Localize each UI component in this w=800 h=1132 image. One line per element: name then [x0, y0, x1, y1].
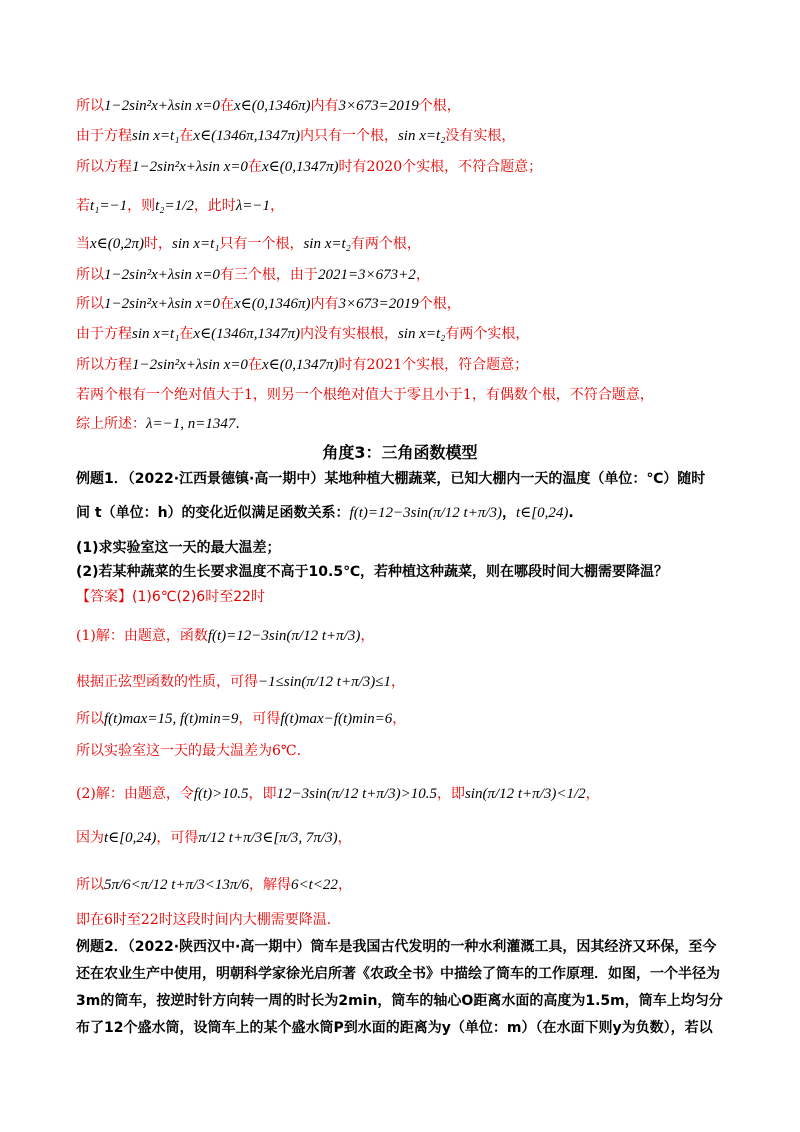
- text: 由于方程: [76, 128, 132, 144]
- math-expression: 3×673=2019: [338, 98, 419, 114]
- solution-line: 即在6时至22时这段时间内大棚需要降温.: [76, 912, 332, 928]
- text: 内有: [310, 296, 339, 312]
- text: 内没有实根根，: [299, 326, 398, 342]
- solution-line: [76, 626, 374, 646]
- solution-line: [76, 828, 352, 848]
- math-expression: sin x=t₂: [397, 326, 446, 342]
- text: 所以: [76, 711, 104, 727]
- math-expression: x∈(0,2π): [90, 236, 145, 252]
- text: 若: [76, 198, 90, 214]
- math-expression: 1−2sin²x+λsin x=0: [104, 267, 220, 283]
- math-expression: x∈(1346π,1347π): [193, 326, 300, 342]
- text: ，: [415, 267, 430, 283]
- math-expression: π/12 t+π/3∈[π/3, 7π/3): [198, 830, 338, 846]
- math-expression: t∈[0,24): [104, 830, 157, 846]
- text: ，可得: [238, 711, 281, 727]
- math-expression: 12−3sin(π/12 t+π/3)>10.5: [276, 786, 437, 802]
- text: 内只有一个根，: [299, 128, 398, 144]
- text: 当: [76, 236, 90, 252]
- text: .: [235, 416, 240, 432]
- question-1: (1)求实验室这一天的最大温差；: [76, 540, 281, 556]
- section-heading: 角度3：三角函数模型: [322, 443, 478, 462]
- math-expression: x∈(0,1346π): [233, 98, 311, 114]
- example-2-prompt: [76, 934, 726, 1042]
- text: 所以: [76, 877, 104, 893]
- math-expression: t∈[0,24): [516, 505, 569, 521]
- text: 因为: [76, 830, 104, 846]
- text: 没有实根，: [445, 128, 516, 144]
- text: 个根，: [418, 98, 461, 114]
- math-expression: t₂=1/2: [155, 198, 194, 214]
- math-expression: 6<t<22: [291, 877, 338, 893]
- math-expression: sin(π/12 t+π/3)<1/2: [464, 786, 586, 802]
- text: 所以方程: [76, 357, 132, 373]
- question-2: (2)若某种蔬菜的生长要求温度不高于10.5℃，若种植这种蔬菜，则在哪段时间大棚需要降温？: [76, 564, 669, 580]
- math-expression: sin x=t₂: [397, 128, 446, 144]
- math-expression: f(t)max=15, f(t)min=9: [104, 711, 239, 727]
- text: 有两个根，: [350, 236, 421, 252]
- text: ，可得: [156, 830, 199, 846]
- math-expression: sin x=t₁: [132, 128, 180, 144]
- text: ，: [392, 711, 407, 727]
- text: 个根，: [418, 296, 461, 312]
- math-expression: 2021=3×673+2: [317, 267, 416, 283]
- text: ，: [337, 830, 352, 846]
- text: 综上所述：: [76, 416, 146, 432]
- math-expression: 3×673=2019: [338, 296, 419, 312]
- text: ，: [337, 877, 352, 893]
- solution-line: [76, 385, 654, 405]
- text: 只有一个根，: [219, 236, 304, 252]
- math-expression: sin x=t₁: [132, 326, 180, 342]
- example-label: 例题1．: [76, 471, 128, 487]
- text: (2)解：由题意，令: [76, 786, 194, 802]
- solution-line: [76, 265, 430, 285]
- text: 时有2020个实根，不符合题意；: [338, 159, 543, 175]
- solution-line: [76, 672, 405, 692]
- text: ，即: [248, 786, 277, 802]
- text: ，: [270, 198, 285, 214]
- text: 根据正弦型函数的性质，可得: [76, 674, 258, 690]
- text: 在: [179, 128, 194, 144]
- math-expression: 1−2sin²x+λsin x=0: [132, 159, 248, 175]
- example-text: （2022·陕西汉中·高一期中）筒车是我国古代发明的一种水利灌溉工具，因其经济又环保，至今还在农业生产中使用，明朝科学家徐光启所著《农政全书》中描绘了筒车的工作原理．如图，一个半径为3m的筒车，按逆时针方向转一周的时长为2min，筒车的轴心O距离水面的高度为1.5m，筒车上均匀分布了12个盛水筒，设筒车上的某个盛水筒P到水面的距离为y（单位：m）（在水面下则y为负数），若以: [76, 939, 723, 1036]
- answer-line: [76, 587, 265, 607]
- math-expression: t₁=−1: [90, 198, 128, 214]
- math-expression: −1≤sin(π/12 t+π/3)≤1: [258, 674, 391, 690]
- solution-line: [76, 196, 284, 216]
- solution-line: 所以实验室这一天的最大温差为6℃.: [76, 743, 302, 759]
- math-expression: 1−2sin²x+λsin x=0: [104, 296, 220, 312]
- math-expression: x∈(0,1347π): [261, 357, 339, 373]
- math-expression: f(t)=12−3sin(π/12 t+π/3): [207, 628, 361, 644]
- text: 所以: [76, 296, 104, 312]
- example-1-prompt-line2: 间 t（单位：h）的变化近似满足函数关系：f(t)=12−3sin(π/12 t+π/3)，t∈[0,24).: [76, 505, 574, 521]
- text: 在: [219, 98, 234, 114]
- example-text: 间 t（单位：h）的变化近似满足函数关系：: [76, 505, 350, 521]
- solution-line: [76, 414, 240, 434]
- text: 在: [247, 159, 262, 175]
- text: 所以: [76, 98, 104, 114]
- text: (1)解：由题意，函数: [76, 628, 208, 644]
- math-expression: λ=−1, n=1347: [146, 416, 236, 432]
- math-expression: sin x=t₁: [172, 236, 220, 252]
- text: ，: [360, 628, 375, 644]
- math-expression: x∈(1346π,1347π): [193, 128, 300, 144]
- math-expression: 1−2sin²x+λsin x=0: [104, 98, 220, 114]
- text: 在: [219, 296, 234, 312]
- solution-line: [76, 234, 421, 254]
- solution-line: [76, 709, 406, 729]
- text: ，则: [127, 198, 156, 214]
- text: 有三个根，由于: [219, 267, 318, 283]
- solution-line: [76, 875, 352, 895]
- text: 所以: [76, 267, 104, 283]
- solution-line: [76, 126, 515, 146]
- math-expression: 5π/6<π/12 t+π/3<13π/6: [104, 877, 250, 893]
- text: 内有: [310, 98, 339, 114]
- text: 时，: [144, 236, 173, 252]
- text: 时有2021个实根，符合题意；: [338, 357, 529, 373]
- text: ，: [585, 786, 600, 802]
- math-expression: 1−2sin²x+λsin x=0: [132, 357, 248, 373]
- text: ，: [391, 674, 405, 690]
- math-expression: x∈(0,1347π): [261, 159, 339, 175]
- solution-line: [76, 157, 542, 177]
- text: 所以方程: [76, 159, 132, 175]
- text: ，即: [436, 786, 465, 802]
- answer-text: (1)6℃(2)6时至22时: [132, 589, 266, 605]
- solution-line: [76, 324, 529, 344]
- solution-line: [76, 355, 528, 375]
- math-expression: f(t)max−f(t)min=6: [280, 711, 393, 727]
- text: 在: [247, 357, 262, 373]
- math-expression: x∈(0,1346π): [233, 296, 311, 312]
- math-expression: f(t)=12−3sin(π/12 t+π/3): [349, 505, 503, 521]
- math-expression: λ=−1: [235, 198, 271, 214]
- text: ，解得: [249, 877, 292, 893]
- solution-line: [76, 294, 461, 314]
- text: 由于方程: [76, 326, 132, 342]
- example-text: 某地种植大棚蔬菜，已知大棚内一天的温度（单位：℃）随时: [324, 471, 706, 487]
- math-expression: f(t)>10.5: [193, 786, 249, 802]
- text: 在: [179, 326, 194, 342]
- solution-line: [76, 784, 600, 804]
- example-label: 例题2．: [76, 939, 128, 955]
- text: 若两个根有一个绝对值大于1，则另一个根绝对值大于零且小于1，有偶数个根，不符合题意，: [76, 387, 654, 403]
- text: ，此时: [193, 198, 236, 214]
- example-source: （2022·江西景德镇·高一期中）: [127, 471, 325, 487]
- answer-label: 【答案】: [76, 589, 132, 605]
- solution-line: [76, 96, 461, 116]
- text: 有两个实根，: [445, 326, 530, 342]
- example-1-prompt: [76, 466, 726, 493]
- math-expression: sin x=t₂: [303, 236, 351, 252]
